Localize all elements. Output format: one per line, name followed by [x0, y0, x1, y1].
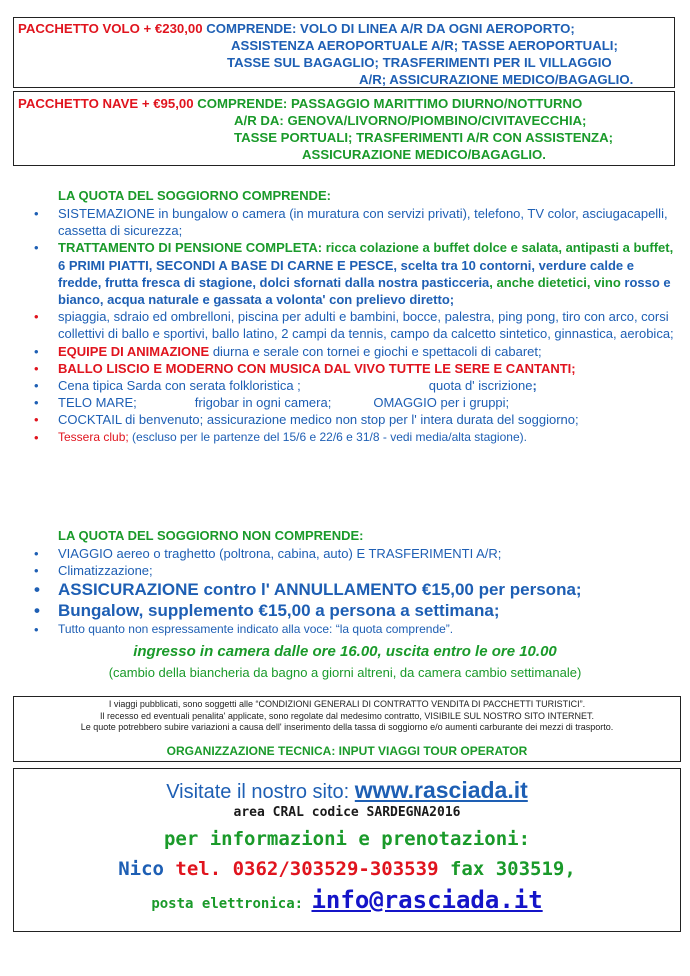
- nave-line-4: ASSICURAZIONE MEDICO/BAGAGLIO.: [302, 147, 546, 162]
- pacchetto-nave-box: [13, 91, 675, 166]
- volo-line-2: ASSISTENZA AEROPORTUALE A/R; TASSE AEROPORTUALI;: [231, 38, 618, 53]
- conditions-line-1: I viaggi pubblicati, sono soggetti alle “CONDIZIONI GENERALI DI CONTRATTO VENDITA DI PACCHETTI TURISTICI”.: [108, 699, 586, 709]
- list-item: • ASSICURAZIONE contro l' ANNULLAMENTO €15,00 per persona;: [34, 580, 582, 600]
- list-item: • Cena tipica Sarda con serata folkloristica ; quota d' iscrizione;: [34, 378, 537, 394]
- site-link[interactable]: www.rasciada.it: [354, 777, 528, 803]
- ingresso-text: ingresso in camera dalle ore 16.00, uscita entro le ore 10.00: [133, 643, 557, 660]
- list-item: • Climatizzazione;: [34, 563, 153, 579]
- list-item: • TELO MARE; frigobar in ogni camera; OMAGGIO per i gruppi;: [34, 395, 510, 411]
- list-item: • Tessera club; (escluso per le partenze del 15/6 e 22/6 e 31/8 - vedi media/alta stagione).: [34, 429, 527, 445]
- list-item: • VIAGGIO aereo o traghetto (poltrona, cabina, auto) E TRASFERIMENTI A/R;: [34, 546, 502, 561]
- list-item: • SISTEMAZIONE in bungalow o camera (in muratura con servizi privati), telefono, TV color, asciugacapelli, cassetta di sicurezza;: [34, 206, 668, 239]
- visitate-line: Visitate il nostro sito: www.rasciada.it: [166, 777, 528, 803]
- list-item: • EQUIPE DI ANIMAZIONE diurna e serale con tornei e giochi e spettacoli di cabaret;: [34, 343, 542, 359]
- cambio-text: (cambio della biancheria da bagno a giorni altreni, da camera cambio settimanale): [108, 665, 582, 680]
- volo-label: PACCHETTO VOLO + €230,00: [18, 21, 203, 36]
- nave-label: PACCHETTO NAVE + €95,00: [18, 96, 194, 111]
- comprende-title: LA QUOTA DEL SOGGIORNO COMPRENDE:: [58, 188, 332, 203]
- conditions-line-3: Le quote potrebbero subire variazioni a causa dell' inserimento della tassa di soggiorno e/o aumenti carburante dei mezzi di trasporto.: [80, 722, 614, 732]
- list-item: • BALLO LISCIO E MODERNO CON MUSICA DAL VIVO TUTTE LE SERE E CANTANTI;: [34, 360, 576, 376]
- phone-number: tel. 0362/303529-303539: [175, 858, 439, 880]
- list-item: • spiaggia, sdraio ed ombrelloni, piscina per adulti e bambini, bocce, palestra, ping pong, tiro con arco, corsi collettivi di ballo e sportivi, ballo latino, 2 campi da tennis, campo da calcetto sintetico, ginnastica, aerobica;: [34, 309, 674, 342]
- conditions-box: [13, 696, 681, 762]
- list-item: • TRATTAMENTO DI PENSIONE COMPLETA: ricca colazione a buffet dolce e salata, antipasti a buffet, 6 PRIMI PIATTI, SECONDI A BASE DI CARNE E PESCE, scelta tra 10 contorni, verdure calde e fredde, frutta fresca di stagione, dolci sfornati dalla nostra pasticceria, anche dietetici, vino rosso e bianco, acqua naturale e gassata a volonta' con prelievo diretto;: [34, 240, 674, 308]
- fax-number: fax 303519,: [438, 858, 576, 880]
- non-comprende-title: LA QUOTA DEL SOGGIORNO NON COMPRENDE:: [58, 528, 364, 543]
- cral-code: area CRAL codice SARDEGNA2016: [233, 805, 461, 820]
- non-comprende-list: [0, 545, 690, 639]
- nave-line-1: COMPRENDE: PASSAGGIO MARITTIMO DIURNO/NOTTURNO: [197, 96, 583, 111]
- phone-line: Nico tel. 0362/303529-303539 fax 303519,: [118, 858, 576, 880]
- nave-line-2: A/R DA: GENOVA/LIVORNO/PIOMBINO/CIVITAVECCHIA;: [234, 113, 587, 128]
- info-heading: per informazioni e prenotazioni:: [163, 828, 531, 850]
- organizzazione-tecnica: ORGANIZZAZIONE TECNICA: INPUT VIAGGI TOUR OPERATOR: [166, 743, 528, 758]
- volo-line-3: TASSE SUL BAGAGLIO; TRASFERIMENTI PER IL VILLAGGIO: [227, 55, 612, 70]
- comprende-list: [0, 205, 690, 446]
- email-line: posta elettronica: info@rasciada.it: [151, 886, 543, 914]
- conditions-line-2: Il recesso ed eventuali penalita' applicate, sono regolate dal medesimo contratto, VISIBILE SUL NOSTRO SITO INTERNET.: [100, 710, 594, 721]
- nave-line-3: TASSE PORTUALI; TRASFERIMENTI A/R CON ASSISTENZA;: [234, 130, 614, 145]
- volo-line-1: COMPRENDE: VOLO DI LINEA A/R DA OGNI AEROPORTO;: [206, 21, 575, 36]
- list-item: • Bungalow, supplemento €15,00 a persona a settimana;: [34, 601, 500, 621]
- pacchetto-volo-box: [13, 17, 675, 88]
- email-link[interactable]: info@rasciada.it: [311, 886, 543, 914]
- list-item: • COCKTAIL di benvenuto; assicurazione medico non stop per l' intera durata del soggiorno;: [34, 412, 579, 428]
- list-item: • Tutto quanto non espressamente indicato alla voce: “la quota comprende”.: [34, 622, 454, 638]
- contact-box: [13, 768, 681, 932]
- volo-line-4: A/R; ASSICURAZIONE MEDICO/BAGAGLIO.: [359, 72, 634, 87]
